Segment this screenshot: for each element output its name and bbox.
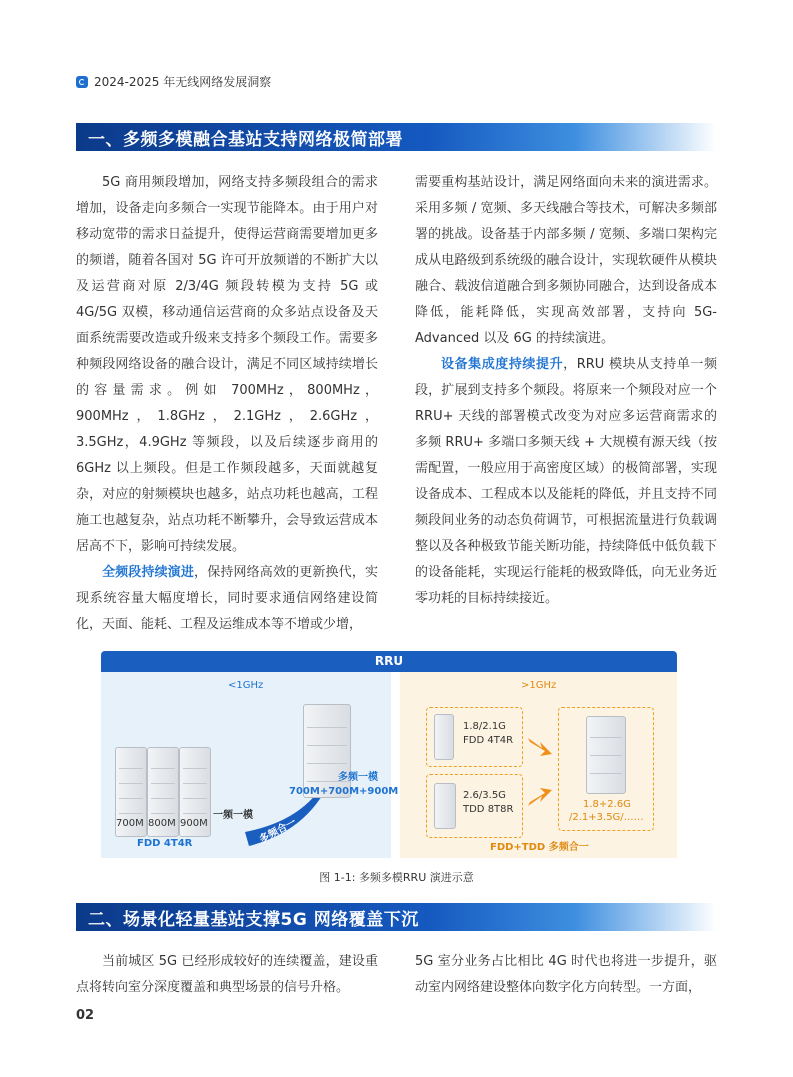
highlight-term: 设备集成度持续提升 bbox=[441, 357, 564, 372]
paragraph bbox=[415, 352, 717, 612]
paragraph bbox=[76, 560, 378, 638]
arrow-right-down-icon bbox=[526, 732, 556, 762]
arrow-right-up-icon bbox=[526, 782, 556, 812]
rru-header: RRU bbox=[101, 651, 677, 672]
rru-unit-icon bbox=[434, 714, 454, 760]
box-type-label: FDD 4T4R bbox=[463, 735, 514, 746]
page-header bbox=[76, 73, 271, 90]
right-column bbox=[415, 949, 717, 1001]
combo-freq-label: 1.8+2.6G bbox=[583, 799, 631, 810]
low-band-panel bbox=[101, 672, 399, 858]
paragraph-text: ，RRU 模块从支持单一频段，扩展到支持多个频段。将原来一个频段对应一个 RRU+ 天线的部署模式改变为对应多运营商需求的多频 RRU+ 多端口多频天线 + 大规模有源天线（按需配置，一般应用于高密度区域）的极简部署，实现设备成本、工程成本以及能耗的降低，并且支持不同频段间业务的动态负荷调节，可根据流量进行负载调整以及各种极致节能关断功能，持续降低中低负载下的设备能耗，实现运行能耗的极致降低，向无业务近零功耗的目标持续接近。 bbox=[415, 357, 717, 606]
multi-band-rru-icon bbox=[303, 704, 351, 798]
multi-band-rru-icon bbox=[586, 716, 626, 794]
fdd-type-label: FDD 4T4R bbox=[137, 838, 193, 849]
freq-label: 800M bbox=[148, 818, 176, 829]
box-freq-label: 1.8/2.1G bbox=[463, 721, 506, 732]
rru-evolution-figure bbox=[101, 651, 677, 858]
box-type-label: TDD 8T8R bbox=[463, 804, 514, 815]
high-band-panel bbox=[400, 672, 677, 858]
left-column bbox=[76, 170, 378, 638]
low-band-label: <1GHz bbox=[228, 680, 264, 691]
section-title-bar bbox=[76, 903, 716, 931]
tdd-box bbox=[426, 774, 523, 838]
paragraph: 需要重构基站设计，满足网络面向未来的演进需求。采用多频 / 宽频、多天线融合等技术，可解决多频部署的挑战。设备基于内部多频 / 宽频、多端口架构完成从电路级到系统级的融合设计，实现软硬件从模块融合、载波信道融合到多频协同融合，达到设备成本降低，能耗降低，实现高效部署，支持向 5G-Advanced 以及 6G 的持续演进。 bbox=[415, 175, 717, 346]
multi-freq-label: 700M+700M+900M bbox=[289, 786, 399, 797]
header-title: 2024-2025 年无线网络发展洞察 bbox=[94, 75, 272, 89]
right-column bbox=[415, 170, 717, 612]
section-title-bar bbox=[76, 123, 716, 151]
high-band-label: >1GHz bbox=[521, 680, 557, 691]
left-column bbox=[76, 949, 378, 1001]
multi-mode-label: 多频一模 bbox=[338, 772, 378, 783]
paragraph-text: ，保持网络高效的更新换代，实现系统容量大幅度增长，同时要求通信网络建设简化，天面、能耗、工程及运维成本等不增或少增， bbox=[76, 565, 378, 632]
fdd-tdd-label: FDD+TDD 多频合一 bbox=[490, 842, 589, 853]
rru-unit-icon bbox=[434, 783, 456, 829]
paragraph: 5G 商用频段增加，网络支持多频段组合的需求增加，设备走向多频合一实现节能降本。由于用户对移动宽带的需求日益提升，使得运营商需要增加更多的频谱，随着各国对 5G 许可开放频谱的不断扩大以及运营商对原 2/3/4G 频段转模为支持 5G 或 4G/5G 双模，移动通信运营商的众多站点设备及天面系统需要改造或升级来支持多个频段工作。需要多种频段网络设备的融合设计，满足不同区域持续增长的容量需求。例如 700MHz，800MHz，900MHz，1.8GHz，2.1GHz，2.6GHz，3.5GHz，4.9GHz 等频段，以及后续逐步商用的 6GHz 以上频段。但是工作频段越多，天面就越复杂，对应的射频模块也越多，站点功耗也越高，工程施工也越复杂，站点功耗不断攀升，会导致运营成本居高不下，影响可持续发展。 bbox=[76, 175, 378, 554]
section-title: 一、多频多模融合基站支持网络极简部署 bbox=[88, 129, 403, 150]
arrow-label: 多频合一 bbox=[257, 817, 299, 846]
figure-caption: 图 1-1: 多频多模RRU 演进示意 bbox=[319, 871, 474, 884]
freq-label: 700M bbox=[116, 818, 144, 829]
paragraph: 当前城区 5G 已经形成较好的连续覆盖，建设重点将转向室分深度覆盖和典型场景的信号升格。 bbox=[76, 954, 378, 995]
box-freq-label: 2.6/3.5G bbox=[463, 790, 506, 801]
freq-label: 900M bbox=[180, 818, 208, 829]
combined-box bbox=[558, 707, 654, 831]
highlight-term: 全频段持续演进 bbox=[102, 565, 195, 580]
combo-freq-label: /2.1+3.5G/…… bbox=[569, 812, 644, 823]
page-number: 02 bbox=[76, 1008, 95, 1023]
fdd-box bbox=[426, 707, 523, 767]
logo-icon bbox=[76, 76, 88, 88]
single-band-label: 一频一模 bbox=[213, 810, 253, 821]
section-title: 二、场景化轻量基站支撑5G 网络覆盖下沉 bbox=[88, 909, 419, 930]
paragraph: 5G 室分业务占比相比 4G 时代也将进一步提升，驱动室内网络建设整体向数字化方向转型。一方面， bbox=[415, 954, 717, 995]
